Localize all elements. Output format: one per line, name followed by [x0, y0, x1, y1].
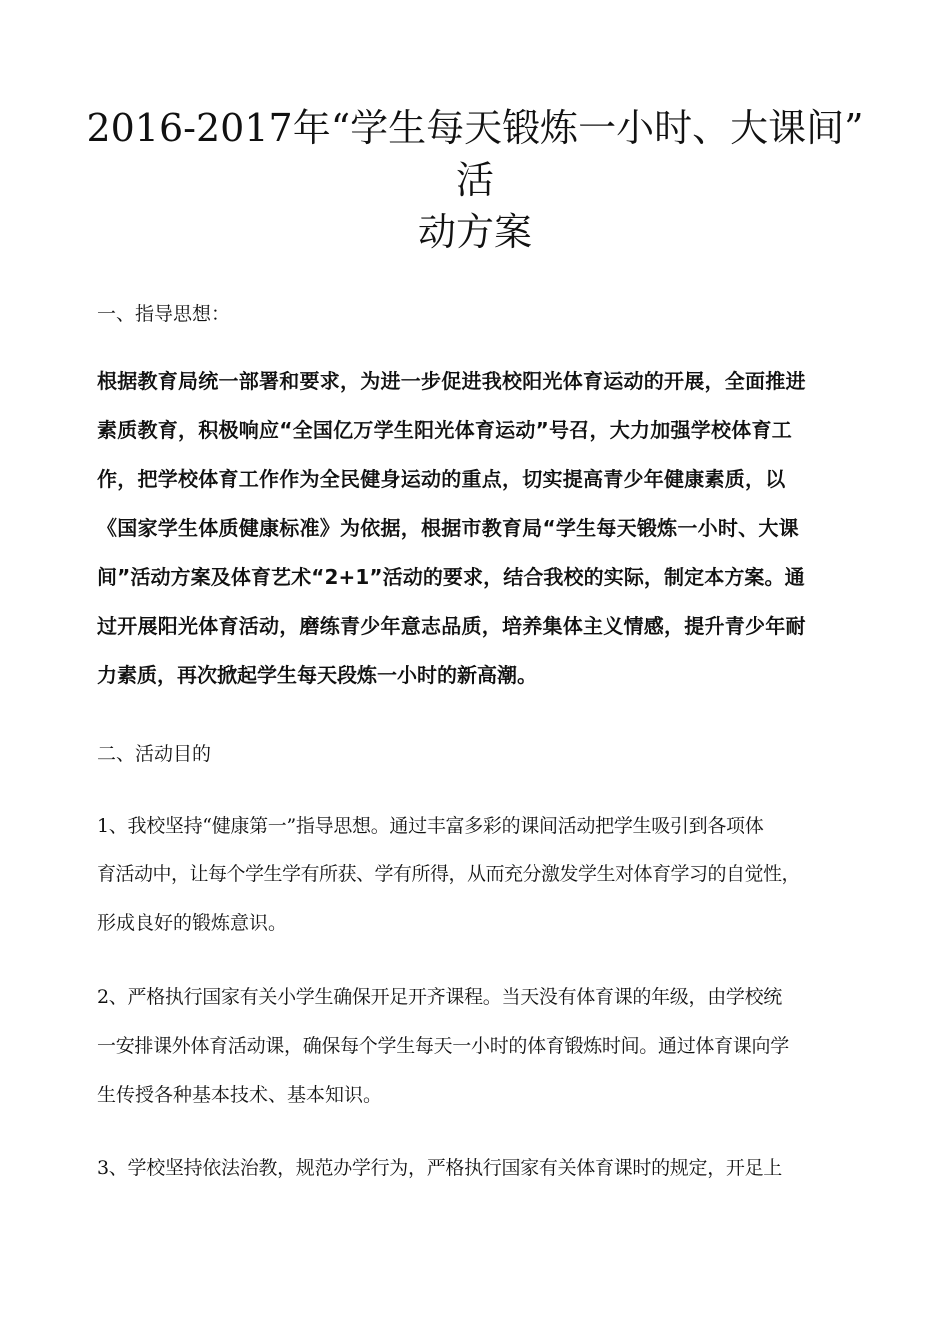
- item-2-line-2: 一安排课外体育活动课，确保每个学生每天一小时的体育锻炼时间。通过体育课向学: [97, 1035, 789, 1057]
- item-1-line-1: 1、我校坚持“健康第一”指导思想。通过丰富多彩的课间活动把学生吸引到各项体: [97, 815, 764, 837]
- section-1-paragraph-line-6: 过开展阳光体育活动，磨练青少年意志品质，培养集体主义情感，提升青少年耐: [97, 614, 806, 638]
- section-1-paragraph-line-3: 作，把学校体育工作作为全民健身运动的重点，切实提高青少年健康素质，以: [97, 467, 786, 491]
- item-3-line-1: 3、学校坚持依法治教，规范办学行为，严格执行国家有关体育课时的规定，开足上: [97, 1157, 782, 1179]
- section-1-heading: 一、指导思想：: [97, 303, 231, 325]
- item-1-line-2: 育活动中，让每个学生学有所获、学有所得，从而充分激发学生对体育学习的自觉性，: [97, 863, 801, 885]
- section-1-paragraph-line-4: 《国家学生体质健康标准》为依据，根据市教育局“学生每天锻炼一小时、大课: [97, 516, 799, 540]
- section-1-paragraph-line-1: 根据教育局统一部署和要求，为进一步促进我校阳光体育运动的开展，全面推进: [97, 369, 806, 393]
- title-line-1: 2016-2017年“学生每天锻炼一小时、大课间”: [86, 106, 864, 150]
- section-2-heading: 二、活动目的: [97, 743, 212, 765]
- item-2-line-1: 2、严格执行国家有关小学生确保开足开齐课程。当天没有体育课的年级，由学校统: [97, 986, 782, 1008]
- item-2-line-3: 生传授各种基本技术、基本知识。: [97, 1084, 383, 1106]
- title-line-3: 动方案: [417, 210, 532, 254]
- title-line-2: 活: [455, 158, 494, 202]
- item-1-line-3: 形成良好的锻炼意识。: [97, 912, 288, 934]
- section-1-paragraph-line-5: 间”活动方案及体育艺术“2+1”活动的要求，结合我校的实际，制定本方案。通: [97, 565, 805, 589]
- section-1-paragraph-line-7: 力素质，再次掀起学生每天段炼一小时的新高潮。: [97, 663, 537, 687]
- section-1-paragraph-line-2: 素质教育，积极响应“全国亿万学生阳光体育运动”号召，大力加强学校体育工: [97, 418, 793, 442]
